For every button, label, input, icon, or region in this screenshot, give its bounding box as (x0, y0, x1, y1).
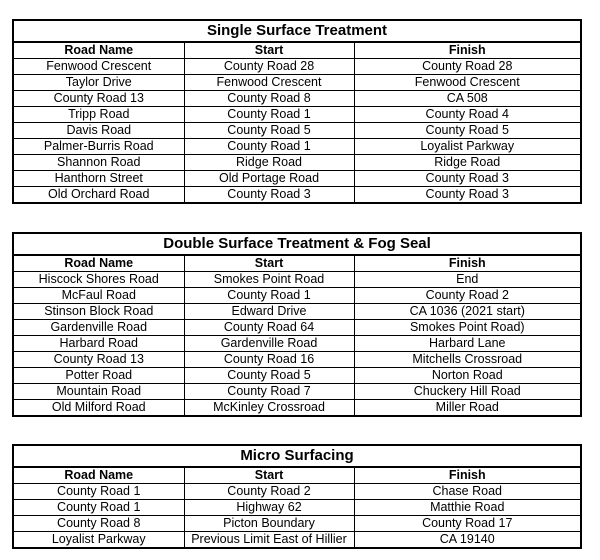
table-row (13, 336, 581, 352)
table-row (13, 107, 581, 123)
cell-start: County Road 5 (184, 368, 354, 384)
table-row (13, 155, 581, 171)
cell-finish: Fenwood Crescent (354, 75, 581, 91)
cell-road-name: Old Orchard Road (13, 187, 184, 204)
cell-road-name: Fenwood Crescent (13, 59, 184, 75)
cell-finish: CA 19140 (354, 532, 581, 549)
micro-surfacing-table (12, 444, 582, 549)
cell-road-name: Harbard Road (13, 336, 184, 352)
cell-start: County Road 5 (184, 123, 354, 139)
cell-start: Previous Limit East of Hillier (184, 532, 354, 549)
column-header-road-name: Road Name (13, 255, 184, 272)
cell-finish: Harbard Lane (354, 336, 581, 352)
column-header-road-name: Road Name (13, 42, 184, 59)
table-row (13, 500, 581, 516)
cell-finish: Mitchells Crossroad (354, 352, 581, 368)
cell-start: County Road 16 (184, 352, 354, 368)
cell-road-name: Stinson Block Road (13, 304, 184, 320)
cell-road-name: Hanthorn Street (13, 171, 184, 187)
column-header-row (13, 255, 581, 272)
cell-start: Ridge Road (184, 155, 354, 171)
cell-road-name: Shannon Road (13, 155, 184, 171)
table-row (13, 400, 581, 417)
table-row (13, 532, 581, 549)
cell-road-name: Loyalist Parkway (13, 532, 184, 549)
cell-start: County Road 28 (184, 59, 354, 75)
table-row (13, 187, 581, 204)
column-header-finish: Finish (354, 255, 581, 272)
cell-start: County Road 3 (184, 187, 354, 204)
table-row (13, 384, 581, 400)
table-row (13, 272, 581, 288)
cell-finish: County Road 28 (354, 59, 581, 75)
cell-road-name: Taylor Drive (13, 75, 184, 91)
table-row (13, 368, 581, 384)
cell-road-name: Tripp Road (13, 107, 184, 123)
cell-road-name: Davis Road (13, 123, 184, 139)
cell-start: County Road 1 (184, 107, 354, 123)
cell-finish: County Road 3 (354, 171, 581, 187)
cell-start: Picton Boundary (184, 516, 354, 532)
cell-road-name: Hiscock Shores Road (13, 272, 184, 288)
cell-road-name: County Road 13 (13, 352, 184, 368)
cell-road-name: County Road 8 (13, 516, 184, 532)
column-header-start: Start (184, 42, 354, 59)
cell-start: County Road 8 (184, 91, 354, 107)
single-surface-treatment-table (12, 19, 582, 204)
cell-start: County Road 64 (184, 320, 354, 336)
column-header-finish: Finish (354, 42, 581, 59)
cell-finish: County Road 4 (354, 107, 581, 123)
column-header-start: Start (184, 467, 354, 484)
cell-road-name: Potter Road (13, 368, 184, 384)
cell-finish: Ridge Road (354, 155, 581, 171)
cell-road-name: County Road 1 (13, 484, 184, 500)
cell-finish: Smokes Point Road) (354, 320, 581, 336)
cell-start: McKinley Crossroad (184, 400, 354, 417)
table-title: Micro Surfacing (13, 445, 581, 467)
cell-start: Old Portage Road (184, 171, 354, 187)
table-row (13, 139, 581, 155)
table-row (13, 75, 581, 91)
cell-start: Fenwood Crescent (184, 75, 354, 91)
column-header-row (13, 467, 581, 484)
table-row (13, 288, 581, 304)
cell-finish: Matthie Road (354, 500, 581, 516)
cell-finish: Chase Road (354, 484, 581, 500)
column-header-finish: Finish (354, 467, 581, 484)
table-title: Single Surface Treatment (13, 20, 581, 42)
cell-finish: Norton Road (354, 368, 581, 384)
column-header-row (13, 42, 581, 59)
cell-road-name: McFaul Road (13, 288, 184, 304)
table-row (13, 304, 581, 320)
cell-finish: County Road 3 (354, 187, 581, 204)
cell-road-name: Mountain Road (13, 384, 184, 400)
cell-start: Edward Drive (184, 304, 354, 320)
cell-start: Gardenville Road (184, 336, 354, 352)
table-row (13, 516, 581, 532)
table-row (13, 484, 581, 500)
cell-start: Highway 62 (184, 500, 354, 516)
cell-finish: CA 1036 (2021 start) (354, 304, 581, 320)
column-header-road-name: Road Name (13, 467, 184, 484)
cell-road-name: Old Milford Road (13, 400, 184, 417)
cell-start: Smokes Point Road (184, 272, 354, 288)
cell-finish: CA 508 (354, 91, 581, 107)
cell-finish: County Road 2 (354, 288, 581, 304)
cell-road-name: Palmer-Burris Road (13, 139, 184, 155)
cell-start: County Road 2 (184, 484, 354, 500)
cell-start: County Road 7 (184, 384, 354, 400)
column-header-start: Start (184, 255, 354, 272)
cell-start: County Road 1 (184, 288, 354, 304)
cell-finish: Chuckery Hill Road (354, 384, 581, 400)
cell-finish: Loyalist Parkway (354, 139, 581, 155)
cell-finish: Miller Road (354, 400, 581, 417)
cell-finish: County Road 17 (354, 516, 581, 532)
cell-finish: County Road 5 (354, 123, 581, 139)
table-row (13, 123, 581, 139)
table-row (13, 171, 581, 187)
double-surface-treatment-table (12, 232, 582, 417)
table-row (13, 320, 581, 336)
cell-road-name: Gardenville Road (13, 320, 184, 336)
cell-road-name: County Road 1 (13, 500, 184, 516)
table-row (13, 59, 581, 75)
cell-start: County Road 1 (184, 139, 354, 155)
table-row (13, 91, 581, 107)
table-row (13, 352, 581, 368)
table-title: Double Surface Treatment & Fog Seal (13, 233, 581, 255)
cell-road-name: County Road 13 (13, 91, 184, 107)
cell-finish: End (354, 272, 581, 288)
